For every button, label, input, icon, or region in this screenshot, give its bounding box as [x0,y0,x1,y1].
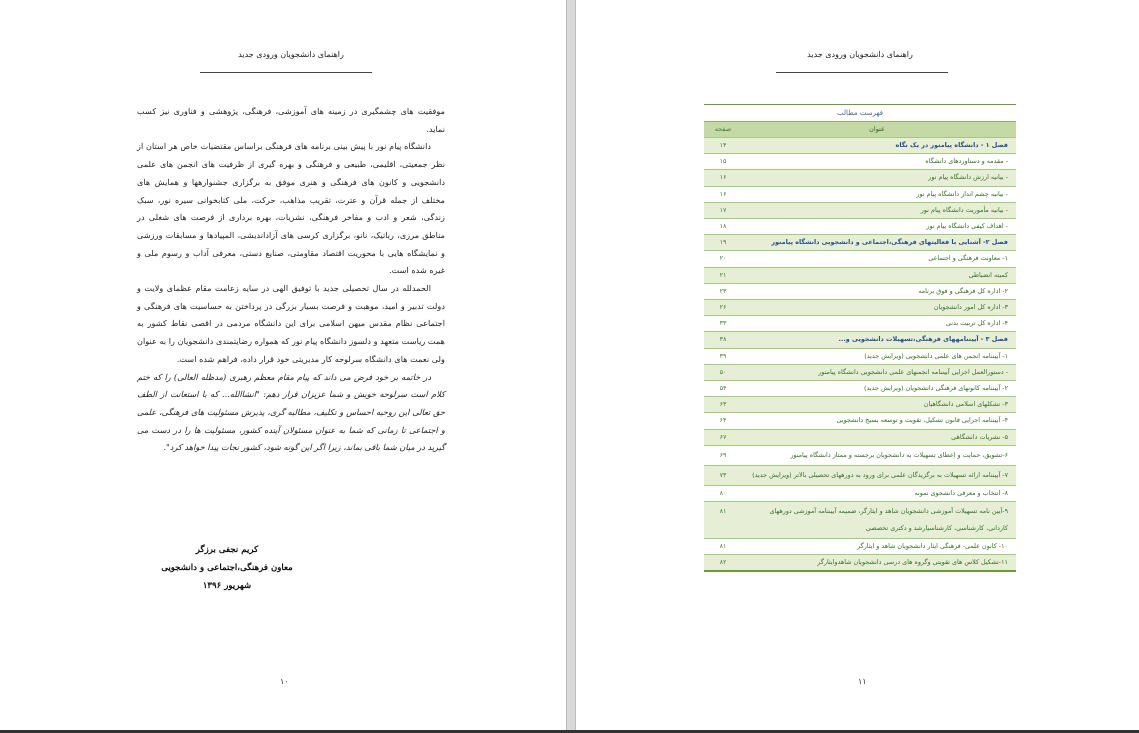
toc-row[interactable] [704,186,1016,202]
toc-entry-title: - بیانیه چشم انداز دانشگاه پیام نور [916,189,1008,198]
toc-col-title-header: عنوان [869,125,885,133]
toc-entry-title: ۵- نشریات دانشگاهی [951,432,1008,441]
left-page-header: راهنمای دانشجویان ورودی جدید [238,50,344,59]
toc-entry-title: کمیته انضباطی [968,270,1008,279]
left-page [0,0,566,730]
toc-row[interactable] [704,283,1016,299]
toc-row[interactable] [704,429,1016,445]
signature-name: کریم نجفی برزگر [195,545,259,555]
toc-entry-page: ۱۶ [719,189,727,198]
toc-col-page-header: صفحه [714,125,732,133]
toc-entry-page: ۷۳ [719,470,727,479]
toc-entry-page: ۳۳ [719,319,727,328]
toc-row[interactable] [704,501,1016,538]
toc-entry-title: ۸- انتخاب و معرفی دانشجوی نمونه [914,488,1008,497]
toc-entry-page: ۵۰ [719,367,727,376]
left-header-rule [200,72,372,73]
signature-block [137,541,317,595]
toc-row[interactable] [704,465,1016,485]
toc-row[interactable] [704,202,1016,218]
paragraph: دانشگاه پیام نور با پیش بینی برنامه های فرهنگی براساس مقتضیات خاص هر استان از نظر جمعیتی، اقلیمی، طبیعی و فرهنگی و بهره گیری از ظرفیت های انجمن های علمی دانشجویی و کانون های فرهنگی و هنری موفق به برگزاری جشنوارهها و همایش های مختلف از جمله قرآن و عترت، تقریب مذاهب، حرکت، ملی کتابخوانی سیره نور، سبک زندگی، شعر و ادب و مفاخر فرهنگی، نشریات، بهره برداری از فرصت های شغلی در مناطق مرزی، رباتیک، نانو، برگزاری کرسی های آزاداندیشی، المپیادها و مسابقات ورزشی و نمایشگاه هایی با محوریت اقتصاد مقاومتی، صنایع دستی، معرفی آداب و رسوم ملی و غیره شده است. [137,141,445,276]
toc-entry-title: ۲- آییننامه کانونهای فرهنگی دانشجویان (ویرایش جدید) [863,384,1008,393]
toc-entry-title: - اهداف کیفی دانشگاه پیام نور [926,222,1008,231]
toc-entry-page: ۱۸ [719,222,727,231]
toc-header-row [704,121,1016,137]
toc-entry-title: فصل ۳ - آییننامههای فرهنگی،تسهیلات دانشجویی و... [838,335,1008,344]
toc-row[interactable] [704,267,1016,283]
toc-entry-title: - بیانیه مأموریت دانشگاه پیام نور [920,205,1008,214]
toc-entry-title: ۱- آییننامه انجمن های علمی دانشجویی (ویرایش جدید) [864,351,1008,360]
toc-title: فهرست مطالب [704,104,1016,121]
right-header-rule [776,72,948,73]
toc-entry-page: ۶۳ [719,400,727,409]
toc-entry-page: ۲۰ [719,254,727,263]
toc-entry-title: ۷- آییننامه ارائه تسهیلات به برگزیدگان علمی برای ورود به دورههای تحصیلی بالاتر (ویرایش جدید) [752,470,1008,479]
paragraph: در خاتمه بر خود فرض می داند که پیام مقام معظم رهبری (مدظله العالی) را که ختم کلام است سرلوحه خویش و شما عزیزان قرار دهم: "انشاالله... که با استعانت از الطف حق تعالی این روحیه احساس و تکلیف، مطالبه گری، پذیرش مسئولیت های فرهنگی، علمی و اجتماعی تا زمانی که شما به عنوان مسئولان آینده کشور، مسئولیت ها را در دست می گیرید در میان شما باقی بماند، زیرا اگر این گونه شود، کشور نجات پیدا خواهد کرد". [137,371,445,453]
toc-entry-page: ۱۹ [719,238,727,247]
right-page-number: ۱۱ [858,677,867,686]
toc-entry-page: ۸۱ [719,542,727,551]
toc-entry-title: ۱۰- کانون علمی- فرهنگی ایثار دانشجویان شاهد و ایثارگر [857,542,1008,551]
toc-row[interactable] [704,554,1016,572]
toc-entries [704,137,1016,572]
toc-entry-title: ۴- آییننامه اجرایی قانون تشکیل، تقویت و توسعه بسیج دانشجویی [836,416,1008,425]
toc-row[interactable] [704,445,1016,465]
signature-date: شهریور ۱۳۹۶ [202,581,252,591]
toc-entry-title: ۳- تشکلهای اسلامی دانشگاهیان [923,400,1008,409]
toc-entry-page: ۳۸ [719,335,727,344]
toc-entry-title: ۱۱-تشکیل کلاس های تقویتی وگروه های درسی دانشجویان شاهدوایثارگر [817,558,1008,567]
toc-entry-title: ۴- اداره کل تربیت بدنی [945,319,1008,328]
toc-entry-page: ۱۴ [719,141,727,149]
toc-row[interactable] [704,538,1016,554]
toc-row[interactable] [704,348,1016,364]
toc-row[interactable] [704,218,1016,234]
toc-entry-page: ۶۴ [719,416,727,425]
toc-row[interactable] [704,396,1016,412]
toc-entry-page: ۵۴ [719,384,727,393]
toc-entry-title: فصل ۱ - دانشگاه پیامنور در یک نگاه [895,141,1008,149]
table-of-contents [704,104,1016,572]
toc-entry-page: ۳۹ [719,351,727,360]
toc-entry-page: ۱۶ [719,173,727,182]
toc-entry-page: ۸۰ [719,488,727,497]
toc-chapter-row[interactable] [704,137,1016,153]
toc-entry-title: ۹-آیین نامه تسهیلات آموزشی دانشجویان شاهد و ایثارگر، ضمیمه آییننامه آموزشی دورههای کاردانی، کارشناسی، کارشناسیارشد و دکتری تخصصی [769,507,1008,533]
toc-entry-title: ۶-تشویق، حمایت و اعطای تسهیلات به دانشجویان برجسته و ممتاز دانشگاه پیامنور [790,450,1008,459]
toc-entry-page: ۱۷ [719,205,727,214]
right-page-header: راهنمای دانشجویان ورودی جدید [807,50,913,59]
toc-entry-title: ۲- اداره کل فرهنگی و فوق برنامه [918,286,1008,295]
toc-entry-page: ۱۵ [719,157,727,166]
toc-entry-title: - مقدمه و دستاوردهای دانشگاه [925,157,1008,166]
toc-entry-page: ۸۲ [719,558,727,567]
toc-row[interactable] [704,250,1016,266]
toc-entry-page: ۲۱ [719,270,727,279]
toc-row[interactable] [704,412,1016,428]
toc-entry-title: - بیانیه ارزش دانشگاه پیام نور [928,173,1008,182]
toc-entry-title: ۳- اداره کل امور دانشجویان [933,303,1008,312]
toc-entry-page: ۲۶ [719,303,727,312]
toc-row[interactable] [704,485,1016,501]
toc-entry-page: ۸۱ [719,507,727,516]
toc-entry-page: ۲۳ [719,286,727,295]
toc-entry-title: فصل ۲- آشنایی با فعالیتهای فرهنگی،اجتماعی و دانشجویی دانشگاه پیامنور [771,238,1008,247]
toc-row[interactable] [704,315,1016,331]
paragraph: موفقیت های چشمگیری در زمینه های آموزشی، فرهنگی، پژوهشی و فناوری نیز کسب نماید. [137,106,445,134]
toc-row[interactable] [704,153,1016,169]
toc-row[interactable] [704,299,1016,315]
left-page-number: ۱۰ [280,677,289,686]
toc-row[interactable] [704,169,1016,185]
paragraph: الحمدلله در سال تحصیلی جدید با توفیق الهی در سایه زعامت مقام عظمای ولایت و دولت تدبیر و امید، موهبت و فرصت بسیار بزرگی در پرداختن به حساسیت های فرهنگی و اجتماعی نظام مقدس میهن اسلامی برای این دانشگاه مردمی در اقصی نقاط کشور به همت ریاست متعهد و دلسوز دانشگاه پیام نور که همواره رضایتمندی دانشجویان را به عنوان ولی نعمت های دانشگاه سرلوحه کار مدیریتی خود قرار داده، فراهم شده است. [137,283,445,364]
toc-chapter-row[interactable] [704,331,1016,347]
toc-entry-page: ۶۷ [719,432,727,441]
toc-entry-title: - دستورالعمل اجرایی آییننامه انجمنهای علمی دانشجویی دانشگاه پیامنور [818,367,1008,376]
left-body-text [137,103,445,457]
toc-chapter-row[interactable] [704,234,1016,250]
toc-row[interactable] [704,364,1016,380]
toc-entry-title: ۱- معاونت فرهنگی و اجتماعی [928,254,1008,263]
toc-row[interactable] [704,380,1016,396]
toc-entry-page: ۶۹ [719,450,727,459]
signature-title: معاون فرهنگی،اجتماعی و دانشجویی [161,563,293,573]
page-gutter [566,0,576,730]
